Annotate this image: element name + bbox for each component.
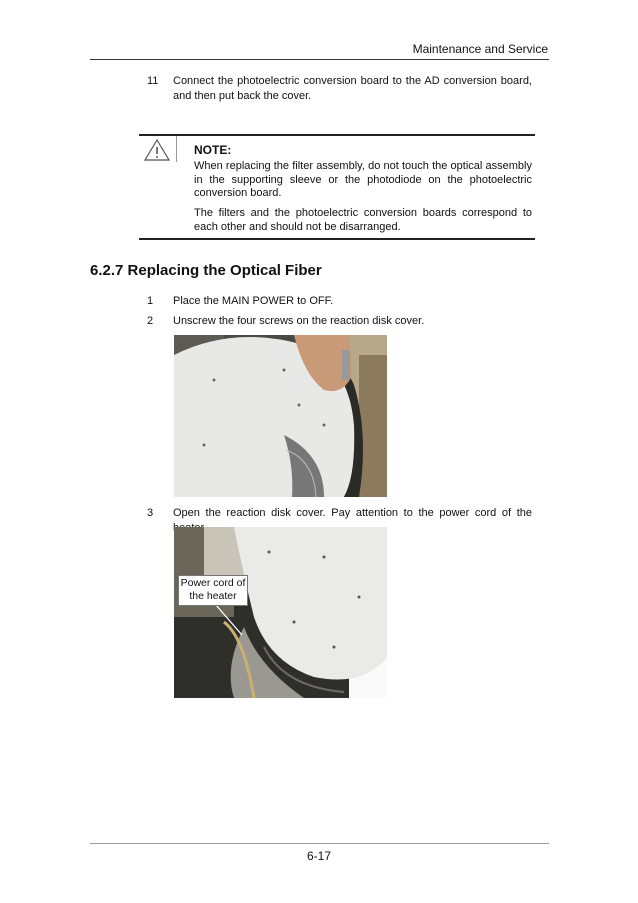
step-number: 11 xyxy=(147,75,159,87)
step-text: Unscrew the four screws on the reaction disk cover. xyxy=(173,315,425,327)
step-text: Place the MAIN POWER to OFF. xyxy=(173,295,334,307)
reaction-disk-cover-photo xyxy=(174,335,387,497)
note-paragraph: The filters and the photoelectric conversion boards correspond to each other and should not be disarranged. xyxy=(194,207,532,233)
step-number: 2 xyxy=(147,315,154,327)
step-number: 1 xyxy=(147,295,154,307)
step-text: Open the reaction disk cover. Pay attention to the power cord of the xyxy=(173,507,532,519)
note-top-rule xyxy=(139,134,535,136)
running-header: Maintenance and Service xyxy=(412,42,548,56)
header-rule xyxy=(90,59,549,60)
section-heading: 6.2.7 Replacing the Optical Fiber xyxy=(90,262,322,279)
footer-rule xyxy=(90,843,549,844)
opened-disk-cover-photo xyxy=(174,527,387,698)
page-number: 6-17 xyxy=(306,849,332,863)
step-text: Connect the photoelectric conversion board to the AD conversion board, and then put back the cover. xyxy=(173,75,532,102)
note-title: NOTE: xyxy=(194,143,232,157)
note-separator xyxy=(176,136,177,162)
note-paragraph: When replacing the filter assembly, do not touch the optical assembly in the supporting sleeve or the photodiode on the photoelectric conversion board. xyxy=(194,160,532,199)
power-cord-callout: Power cord of the heater xyxy=(178,575,248,606)
warning-icon xyxy=(143,138,171,162)
step-number: 3 xyxy=(147,507,154,519)
note-bottom-rule xyxy=(139,238,535,240)
